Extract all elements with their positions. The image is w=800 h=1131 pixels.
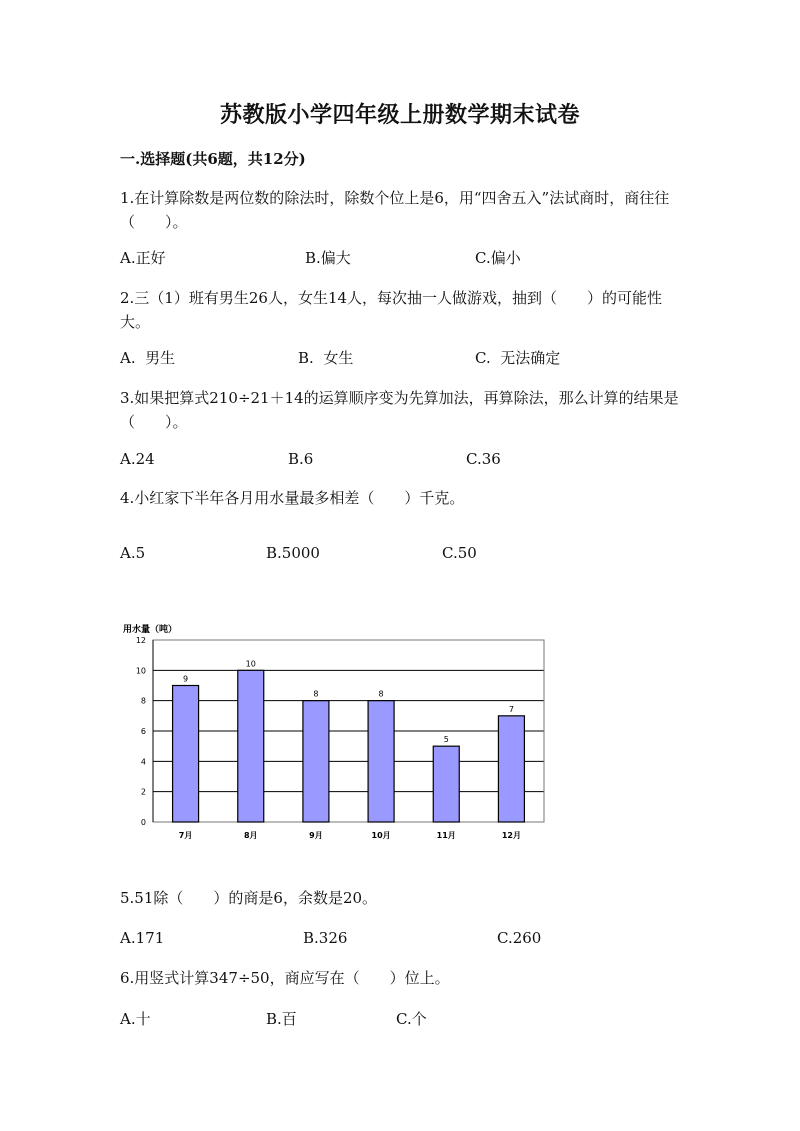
q5-option-c[interactable]: C.260 (497, 929, 542, 947)
question-5: 5.51除（ ）的商是6，余数是20。 (120, 889, 378, 907)
y-tick-label: 0 (140, 818, 146, 827)
q5-option-a[interactable]: A.171 (120, 929, 165, 947)
data-label: 7 (508, 704, 514, 714)
bar-chart-svg (118, 620, 558, 850)
q4-option-a[interactable]: A.5 (120, 544, 146, 562)
bar-9月 (303, 701, 329, 822)
x-tick-label: 10月 (371, 831, 391, 840)
q6-option-c[interactable]: C.个 (396, 1010, 427, 1028)
section-heading: 一.选择题(共6题，共12分) (120, 150, 306, 168)
q2-option-b[interactable]: B. 女生 (298, 349, 354, 367)
data-label: 10 (245, 659, 256, 669)
data-label: 5 (443, 735, 449, 745)
q6-option-a[interactable]: A.十 (120, 1010, 151, 1028)
q3-option-b[interactable]: B.6 (288, 450, 314, 468)
x-tick-label: 11月 (436, 831, 456, 840)
question-3: 3.如果把算式210÷21＋14的运算顺序变为先算加法，再算除法，那么计算的结果是（ ）。 (120, 389, 679, 431)
y-tick-label: 10 (135, 666, 146, 676)
q4-option-c[interactable]: C.50 (442, 544, 477, 562)
q1-option-c[interactable]: C.偏小 (475, 249, 521, 267)
q3-option-c[interactable]: C.36 (466, 450, 501, 468)
q1-option-b[interactable]: B.偏大 (305, 249, 351, 267)
bar-10月 (368, 701, 394, 822)
x-tick-label: 12月 (501, 831, 521, 840)
x-tick-label: 9月 (309, 831, 323, 840)
data-label: 9 (183, 674, 189, 684)
y-tick-label: 6 (140, 727, 146, 736)
q1-option-a[interactable]: A.正好 (120, 249, 166, 267)
y-tick-label: 2 (140, 787, 146, 797)
bar-11月 (433, 746, 459, 822)
y-tick-label: 4 (140, 757, 146, 767)
x-tick-label: 7月 (178, 831, 193, 840)
q2-option-a[interactable]: A. 男生 (120, 349, 176, 367)
q6-option-b[interactable]: B.百 (266, 1010, 297, 1028)
water-usage-chart (118, 620, 558, 850)
q5-option-b[interactable]: B.326 (303, 929, 348, 947)
question-4: 4.小红家下半年各月用水量最多相差（ ）千克。 (120, 489, 465, 507)
bar-7月 (173, 686, 199, 823)
question-6: 6.用竖式计算347÷50，商应写在（ ）位上。 (120, 969, 450, 987)
q3-option-a[interactable]: A.24 (120, 450, 155, 468)
x-tick-label: 8月 (243, 831, 258, 840)
page-title: 苏教版小学四年级上册数学期末试卷 (219, 102, 580, 128)
y-axis-label: 用水量（吨） (123, 625, 178, 635)
question-2: 2.三（1）班有男生26人，女生14人，每次抽一人做游戏，抽到（ ）的可能性大。 (120, 289, 663, 331)
data-label: 8 (378, 689, 384, 699)
bar-12月 (498, 716, 524, 822)
q4-option-b[interactable]: B.5000 (266, 544, 320, 562)
bar-8月 (238, 670, 264, 822)
data-label: 8 (313, 689, 319, 699)
q2-option-c[interactable]: C. 无法确定 (475, 349, 561, 367)
question-1: 1.在计算除数是两位数的除法时，除数个位上是6，用“四舍五入”法试商时，商往往（ ）。 (120, 189, 670, 231)
y-tick-label: 12 (135, 636, 146, 645)
y-tick-label: 8 (140, 696, 146, 706)
